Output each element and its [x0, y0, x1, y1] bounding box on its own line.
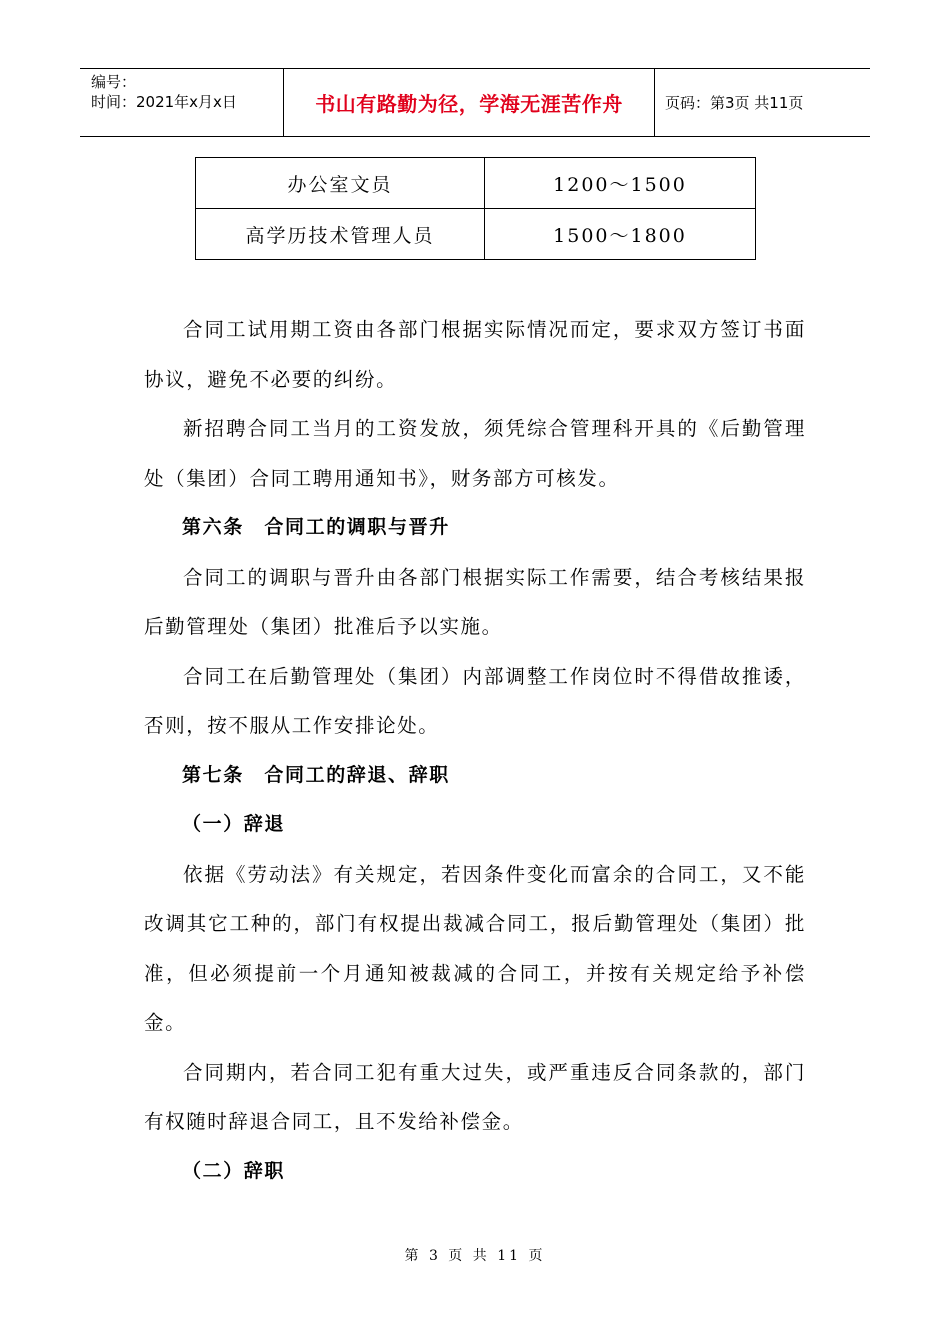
paragraph: 合同期内，若合同工犯有重大过失，或严重违反合同条款的，部门有权随时辞退合同工，且不发给补偿金。 [144, 1060, 806, 1133]
document-body [144, 305, 806, 1196]
header-page-info: 页码：第3页 共11页 [665, 94, 804, 112]
header-page-info-cell [655, 69, 870, 136]
header-motto: 书山有路勤为径，学海无涯苦作舟 [315, 92, 623, 116]
header-motto-cell [283, 69, 655, 136]
document-number: 编号： [91, 73, 137, 91]
paragraph: 合同工的调职与晋升由各部门根据实际工作需要，结合考核结果报后勤管理处（集团）批准后予以实施。 [144, 565, 806, 638]
salary-table [195, 157, 756, 260]
paragraph: 新招聘合同工当月的工资发放，须凭综合管理科开具的《后勤管理处（集团）合同工聘用通知书》，财务部方可核发。 [144, 417, 806, 490]
subsection-heading: （二）辞职 [182, 1159, 286, 1182]
section-heading: 第七条 合同工的辞退、辞职 [182, 763, 450, 786]
header-meta [80, 69, 283, 136]
page-footer: 第 3 页 共 11 页 [404, 1248, 546, 1264]
paragraph: 依据《劳动法》有关规定，若因条件变化而富余的合同工，又不能改调其它工种的，部门有权提出裁减合同工，报后勤管理处（集团）批准，但必须提前一个月通知被裁减的合同工，并按有关规定给予补偿金。 [144, 862, 806, 1034]
paragraph: 合同工在后勤管理处（集团）内部调整工作岗位时不得借故推诿，否则，按不服从工作安排论处。 [144, 664, 806, 737]
table-cell-position: 办公室文员 [196, 158, 485, 209]
subsection-heading: （一）辞退 [182, 813, 286, 835]
section-heading: 第六条 合同工的调职与晋升 [182, 516, 450, 538]
document-date: 时间：2021年x月x日 [91, 93, 237, 111]
paragraph: 合同工试用期工资由各部门根据实际情况而定，要求双方签订书面协议，避免不必要的纠纷。 [144, 318, 806, 391]
table-cell-range: 1200～1500 [485, 158, 756, 209]
table-row [196, 158, 756, 209]
table-cell-range: 1500～1800 [485, 209, 756, 260]
table-cell-position: 高学历技术管理人员 [196, 209, 485, 260]
table-row [196, 209, 756, 260]
page-header [80, 68, 870, 137]
